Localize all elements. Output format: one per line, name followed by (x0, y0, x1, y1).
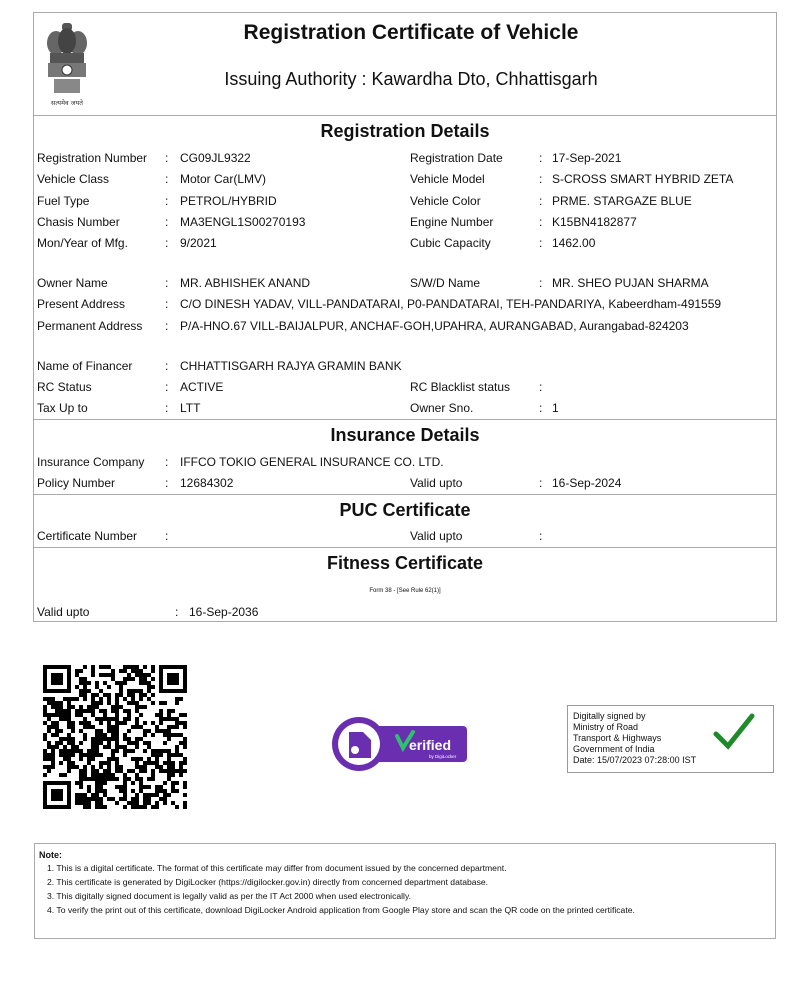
colon: : (165, 194, 169, 208)
financer-name: CHHATTISGARH RAJYA GRAMIN BANK (180, 359, 402, 373)
note-item: 4. To verify the print out of this certificate, download DigiLocker Android application from Google Play store and scan the QR code on the printed certificate. (47, 905, 635, 915)
field-label: Engine Number (410, 215, 494, 229)
badge-subtext: by DigiLocker (429, 754, 457, 759)
field-label: Registration Number (37, 151, 148, 165)
field-value: CG09JL9322 (180, 151, 251, 165)
field-label: Registration Date (410, 151, 503, 165)
owner-sno-label: Owner Sno. (410, 401, 474, 415)
field-value: PRME. STARGAZE BLUE (552, 194, 692, 208)
colon: : (165, 455, 169, 469)
colon: : (165, 297, 169, 311)
field-value: MA3ENGL1S00270193 (180, 215, 306, 229)
colon: : (539, 380, 543, 394)
badge-text: erified (409, 737, 452, 753)
digilocker-verified-badge (331, 714, 471, 774)
colon: : (539, 194, 543, 208)
swd-name: MR. SHEO PUJAN SHARMA (552, 276, 709, 290)
colon: : (165, 151, 169, 165)
permanent-address: P/A-HNO.67 VILL-BAIJALPUR, ANCHAF-GOH,UPAHRA, AURANGABAD, Aurangabad-824203 (180, 319, 689, 333)
signature-date: Date: 15/07/2023 07:28:00 IST (573, 755, 697, 765)
field-value: 9/2021 (180, 236, 217, 250)
colon: : (539, 276, 543, 290)
present-address-label: Present Address (37, 297, 126, 311)
tax-label: Tax Up to (37, 401, 88, 415)
field-label: Vehicle Model (410, 172, 485, 186)
page-title: Registration Certificate of Vehicle (243, 21, 579, 44)
insurance-valid-label: Valid upto (410, 476, 463, 490)
colon: : (539, 529, 543, 543)
insurance-valid-upto: 16-Sep-2024 (552, 476, 622, 490)
permanent-address-label: Permanent Address (37, 319, 143, 333)
section-divider (34, 419, 776, 420)
fitness-valid-label: Valid upto (37, 605, 90, 619)
colon: : (165, 529, 169, 543)
emblem-motto: सत्यमेव जयते (51, 99, 83, 107)
note-item: 2. This certificate is generated by DigiLocker (https://digilocker.gov.in) directly from concerned department database. (47, 877, 489, 887)
colon: : (539, 215, 543, 229)
signature-line: Transport & Highways (573, 733, 662, 743)
note-item: 3. This digitally signed document is legally valid as per the IT Act 2000 when used electronically. (47, 891, 412, 901)
registration-section-title: Registration Details (320, 121, 490, 141)
note-box (34, 843, 776, 939)
colon: : (165, 172, 169, 186)
field-label: Chasis Number (37, 215, 120, 229)
insurance-company: IFFCO TOKIO GENERAL INSURANCE CO. LTD. (180, 455, 444, 469)
section-divider (34, 547, 776, 548)
colon: : (165, 215, 169, 229)
insurance-section-title: Insurance Details (330, 425, 480, 445)
owner-name-label: Owner Name (37, 276, 108, 290)
form-reference: Form 38 - [See Rule 62(1)] (369, 588, 441, 594)
colon: : (165, 380, 169, 394)
field-value: S-CROSS SMART HYBRID ZETA (552, 172, 734, 186)
colon: : (165, 359, 169, 373)
colon: : (539, 236, 543, 250)
note-item: 1. This is a digital certificate. The format of this certificate may differ from document issued by the concerned department. (47, 863, 507, 873)
field-label: Mon/Year of Mfg. (37, 236, 128, 250)
owner-sno: 1 (552, 401, 559, 415)
rc-blacklist-label: RC Blacklist status (410, 380, 511, 394)
certificate-header (34, 13, 776, 116)
field-label: Vehicle Class (37, 172, 110, 186)
policy-number-label: Policy Number (37, 476, 116, 490)
certificate-frame (33, 12, 777, 622)
field-label: Vehicle Color (410, 194, 481, 208)
field-value: 1462.00 (552, 236, 596, 250)
owner-name: MR. ABHISHEK ANAND (180, 276, 311, 290)
field-label: Fuel Type (37, 194, 90, 208)
puc-cert-label: Certificate Number (37, 529, 138, 543)
fitness-valid-upto: 16-Sep-2036 (189, 605, 259, 619)
colon: : (165, 476, 169, 490)
check-mark-icon (712, 712, 756, 752)
rc-status-label: RC Status (37, 380, 92, 394)
signature-line: Digitally signed by (573, 711, 646, 721)
field-value: PETROL/HYBRID (180, 194, 277, 208)
present-address: C/O DINESH YADAV, VILL-PANDATARAI, P0-PANDATARAI, TEH-PANDARIYA, Kabeerdham-491559 (180, 297, 722, 311)
field-value: K15BN4182877 (552, 215, 637, 229)
policy-number: 12684302 (180, 476, 234, 490)
signature-line: Government of India (573, 744, 655, 754)
insurance-company-label: Insurance Company (37, 455, 145, 469)
issuing-authority: Issuing Authority : Kawardha Dto, Chhattisgarh (224, 69, 598, 89)
colon: : (539, 172, 543, 186)
colon: : (165, 236, 169, 250)
rc-status: ACTIVE (180, 380, 224, 394)
tax-upto: LTT (180, 401, 201, 415)
financer-label: Name of Financer (37, 359, 133, 373)
swd-name-label: S/W/D Name (410, 276, 481, 290)
section-divider (34, 494, 776, 495)
colon: : (539, 401, 543, 415)
colon: : (165, 276, 169, 290)
colon: : (539, 151, 543, 165)
field-value: 17-Sep-2021 (552, 151, 622, 165)
note-title: Note: (39, 850, 62, 860)
digital-signature-box (567, 705, 774, 773)
colon: : (165, 401, 169, 415)
colon: : (165, 319, 169, 333)
colon: : (175, 605, 179, 619)
qr-code (43, 665, 187, 809)
puc-section-title: PUC Certificate (339, 500, 471, 520)
colon: : (539, 476, 543, 490)
field-value: Motor Car(LMV) (180, 172, 267, 186)
signature-text (573, 711, 696, 766)
field-label: Cubic Capacity (410, 236, 491, 250)
signature-line: Ministry of Road (573, 722, 639, 732)
puc-valid-label: Valid upto (410, 529, 463, 543)
fitness-section-title: Fitness Certificate (326, 553, 484, 573)
